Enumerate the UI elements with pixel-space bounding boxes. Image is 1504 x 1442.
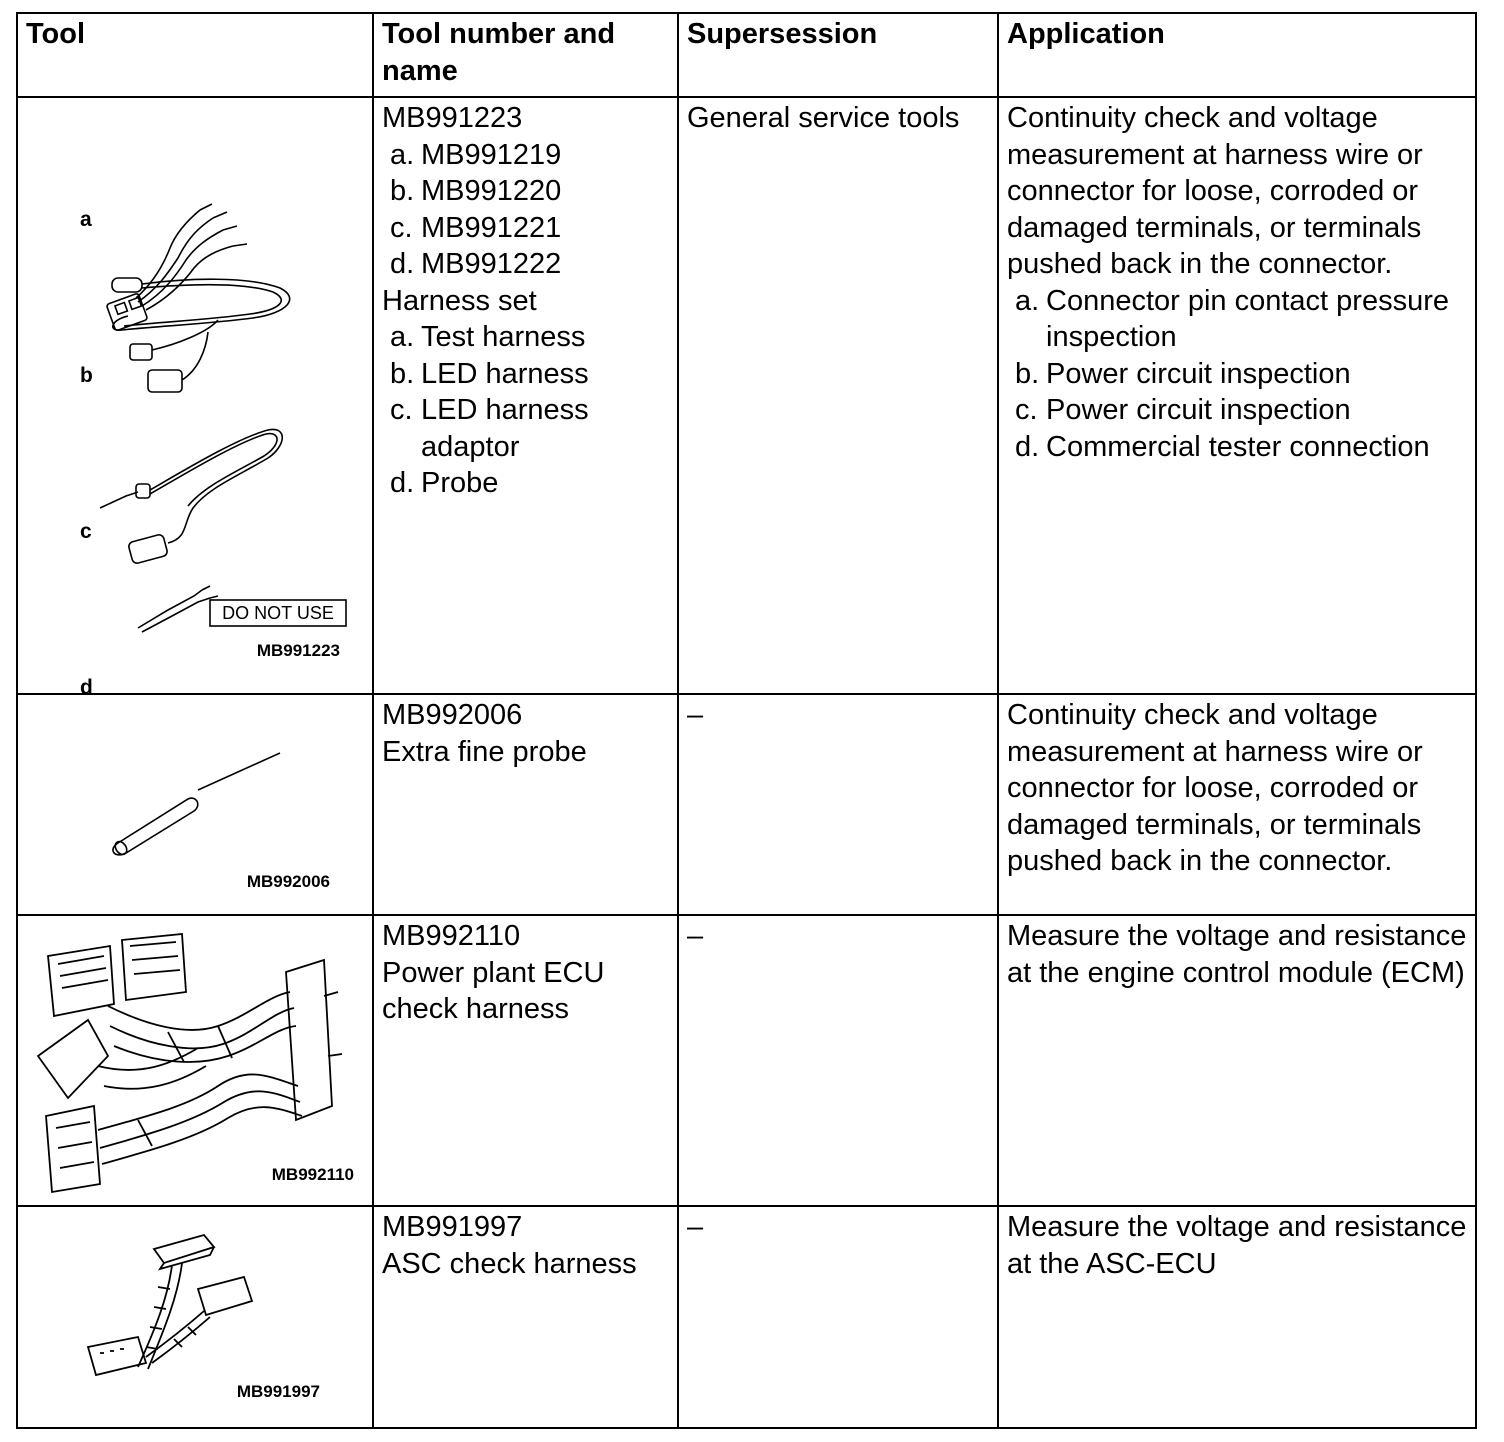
figure-label: MB992110 <box>271 1165 354 1184</box>
tool-number: MB992110 <box>382 920 521 952</box>
sub-name-item: b. LED harness <box>390 357 589 390</box>
supersession-cell: – <box>678 915 998 1206</box>
sub-name-item: a. Test harness <box>390 321 586 353</box>
sub-application-item: c. Power circuit inspection <box>1015 394 1351 426</box>
test-harness-drawing <box>106 204 247 331</box>
application-text: Continuity check and voltage measurement at harness wire or connector for loose, corroded or damaged terminals, or terminals pushed back in the connector. <box>1007 102 1423 280</box>
sub-application-item: a. Connector pin contact pressure inspection <box>1015 284 1449 353</box>
figure-letter-d: d <box>80 676 93 699</box>
special-tools-table <box>16 12 1477 1429</box>
application-cell: Measure the voltage and resistance at the ASC-ECU <box>998 1206 1476 1428</box>
figure-letter-a: a <box>80 208 92 231</box>
tool-number-name-cell <box>373 1206 678 1428</box>
header-tool: Tool <box>17 13 373 97</box>
header-tool-number-name: Tool number and name <box>373 13 678 97</box>
sub-number-item: d. MB991222 <box>390 248 562 280</box>
tool-name: ASC check harness <box>382 1247 637 1280</box>
sub-number-item: b. MB991220 <box>390 175 562 207</box>
figure-label: MB991223 <box>256 641 340 660</box>
sub-name-item: d. Probe <box>390 467 499 499</box>
tool-number: MB991223 <box>382 102 523 134</box>
asc-check-harness-illustration <box>18 1207 374 1425</box>
tool-number-name-cell <box>373 694 678 915</box>
tool-name: Power plant ECU check harness <box>382 956 605 1025</box>
application-cell: Measure the voltage and resistance at the engine control module (ECM) <box>998 915 1476 1206</box>
tool-number: MB991997 <box>382 1211 523 1243</box>
fine-probe-illustration <box>18 695 374 912</box>
tool-number: MB992006 <box>382 699 523 731</box>
figure-label: MB992006 <box>246 872 330 891</box>
sub-application-item: b. Power circuit inspection <box>1015 357 1351 390</box>
tool-illustration-cell <box>17 97 373 699</box>
table-row <box>17 97 1476 694</box>
ecu-check-harness-illustration <box>18 916 374 1203</box>
supersession-cell: – <box>678 694 998 915</box>
sub-name-item: c. LED harness adaptor <box>390 394 589 463</box>
tool-number-name-cell <box>373 915 678 1206</box>
application-cell <box>998 97 1476 694</box>
tool-name: Extra fine probe <box>382 735 587 768</box>
led-adaptor-drawing <box>100 429 282 564</box>
figure-label: MB991997 <box>236 1382 320 1401</box>
tool-number-name-cell <box>373 97 678 694</box>
table-row <box>17 915 1476 1206</box>
supersession-cell: General service tools <box>678 97 998 694</box>
header-application: Application <box>998 13 1476 97</box>
figure-letter-c: c <box>80 520 92 543</box>
sub-number-item: a. MB991219 <box>390 138 562 171</box>
header-row <box>17 13 1476 97</box>
do-not-use-label: DO NOT USE <box>222 603 334 623</box>
probe-drawing <box>138 586 346 632</box>
header-supersession: Supersession <box>678 13 998 97</box>
table-row <box>17 1206 1476 1428</box>
supersession-cell: – <box>678 1206 998 1428</box>
sub-number-item: c. MB991221 <box>390 211 562 244</box>
application-cell: Continuity check and voltage measurement at harness wire or connector for loose, corroded or damaged terminals, or terminals pushed back in the connector. <box>998 694 1476 915</box>
table-row <box>17 694 1476 915</box>
harness-set-illustration <box>18 98 374 691</box>
figure-letter-b: b <box>80 364 93 387</box>
tool-illustration-cell <box>17 1206 373 1428</box>
sub-application-item: d. Commercial tester connection <box>1015 430 1430 463</box>
tool-name: Harness set <box>382 284 537 317</box>
tool-illustration-cell <box>17 694 373 915</box>
tool-illustration-cell <box>17 915 373 1206</box>
